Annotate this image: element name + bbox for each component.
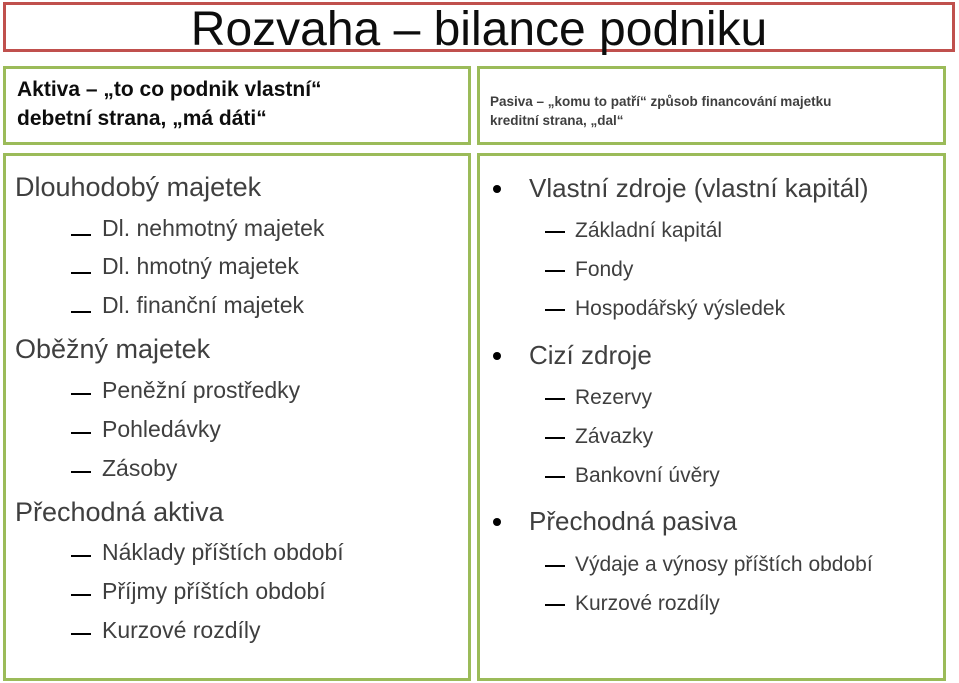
dash-icon [545,309,565,311]
bullet-icon [493,518,501,526]
dash-icon [545,604,565,606]
pasiva-item: Kurzové rozdíly [575,592,720,615]
bullet-icon [493,352,501,360]
aktiva-header-line-2: debetní strana, „má dáti“ [17,107,267,130]
dash-icon [71,311,91,313]
dash-icon [545,398,565,400]
dash-icon [71,633,91,635]
dash-icon [545,270,565,272]
pasiva-item: Bankovní úvěry [575,464,720,487]
dash-icon [545,565,565,567]
page-title: Rozvaha – bilance podniku [190,3,768,56]
pasiva-category-cizi: Cizí zdroje [529,340,652,370]
pasiva-category-prechodna: Přechodná pasiva [529,506,738,536]
aktiva-item: Zásoby [102,455,178,481]
pasiva-header-line-1: Pasiva – „komu to patří“ způsob financování majetku [490,94,832,109]
aktiva-header-line-1: Aktiva – „to co podnik vlastní“ [17,78,322,101]
aktiva-list [3,153,471,681]
pasiva-header-box [477,66,946,145]
dash-icon [545,231,565,233]
pasiva-item: Výdaje a výnosy příštích období [575,553,873,576]
aktiva-header [17,75,322,133]
dash-icon [71,555,91,557]
aktiva-category-prechodna: Přechodná aktiva [15,497,224,527]
pasiva-item: Hospodářský výsledek [575,297,786,320]
pasiva-item: Základní kapitál [575,219,723,242]
aktiva-item: Dl. finanční majetek [102,292,304,318]
title-box [3,2,955,56]
pasiva-category-vlastni: Vlastní zdroje (vlastní kapitál) [529,173,869,203]
dash-icon [71,393,91,395]
aktiva-item: Kurzové rozdíly [102,617,261,643]
bullet-icon [493,185,501,193]
dash-icon [71,471,91,473]
pasiva-header [490,92,831,130]
aktiva-item: Dl. nehmotný majetek [102,215,325,241]
pasiva-header-line-2: kreditní strana, „dal“ [490,113,624,128]
pasiva-item: Rezervy [575,386,653,409]
pasiva-item: Závazky [575,425,654,448]
aktiva-category-dlouhodoby: Dlouhodobý majetek [15,172,262,202]
dash-icon [71,234,91,236]
aktiva-item: Náklady příštích období [102,539,344,565]
aktiva-category-obezny: Oběžný majetek [15,334,211,364]
dash-icon [71,432,91,434]
aktiva-item: Příjmy příštích období [102,578,326,604]
aktiva-header-box [3,66,471,145]
aktiva-item: Pohledávky [102,416,221,442]
aktiva-item: Dl. hmotný majetek [102,253,299,279]
dash-icon [545,437,565,439]
pasiva-item: Fondy [575,258,634,281]
dash-icon [71,272,91,274]
pasiva-list [477,153,946,681]
dash-icon [545,476,565,478]
aktiva-item: Peněžní prostředky [102,377,301,403]
dash-icon [71,594,91,596]
